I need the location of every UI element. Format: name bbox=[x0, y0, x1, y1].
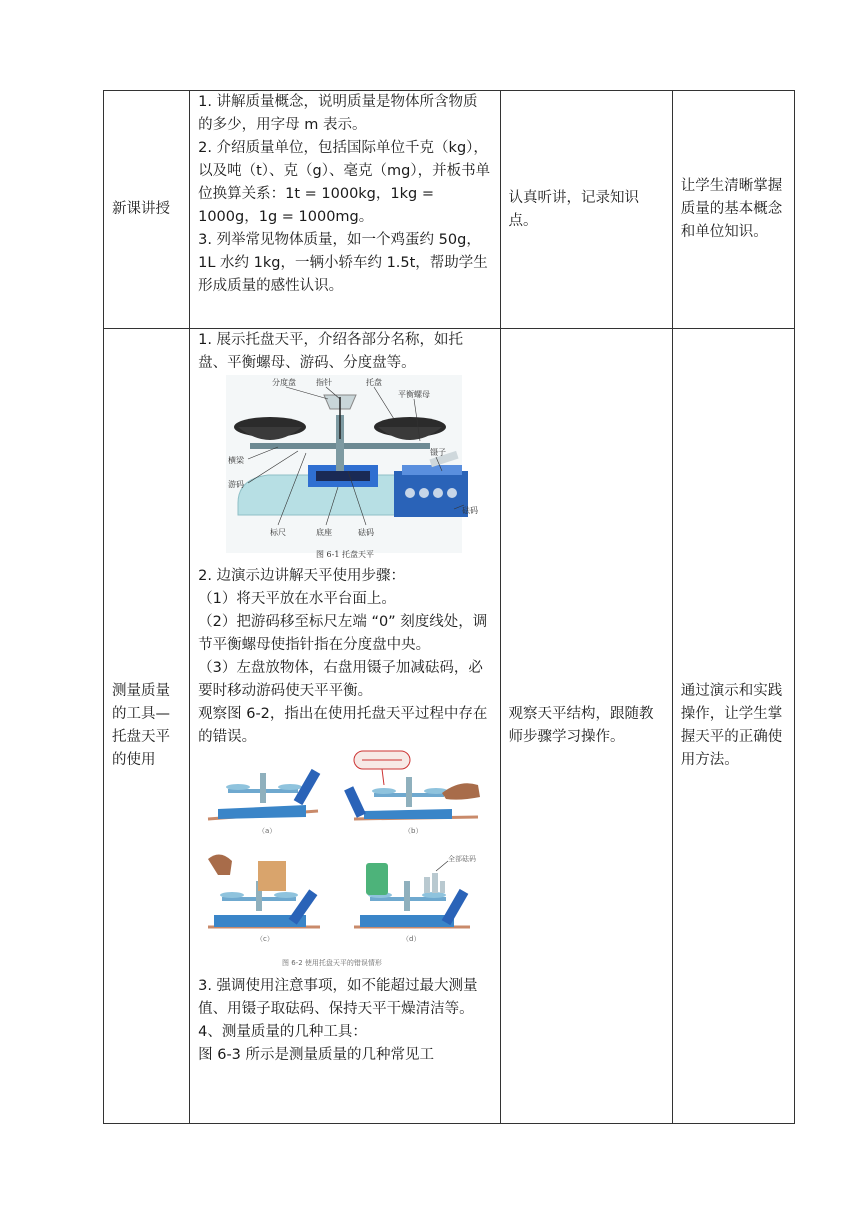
error-case-b bbox=[344, 751, 480, 835]
figure-caption: 图 6-1 托盘天平 bbox=[316, 550, 375, 559]
figure-label: 砝码 bbox=[358, 528, 375, 537]
content-paragraph: 2. 介绍质量单位，包括国际单位千克（kg），以及吨（t）、克（g）、毫克（mg），并板书单位换算关系：1t = 1000kg，1kg = 1000g，1g = 1000mg。 bbox=[198, 140, 491, 225]
figure-label: 镊子 bbox=[430, 448, 447, 457]
content-paragraph: 3. 列举常见物体质量，如一个鸡蛋约 50g，1L 水约 1kg，一辆小轿车约 1.5t，帮助学生形成质量的感性认识。 bbox=[198, 232, 488, 294]
error-case-a bbox=[208, 769, 320, 835]
content-paragraph: （2）把游码移至标尺左端 “0” 刻度线处，调节平衡螺母使指针指在分度盘中央。 bbox=[198, 614, 488, 653]
stage-cell bbox=[104, 329, 190, 1124]
content-paragraph: 4、测量质量的几种工具： bbox=[198, 1024, 367, 1040]
stage-label: 新课讲授 bbox=[112, 201, 170, 217]
table-row bbox=[104, 329, 795, 1124]
figure-label: 标尺 bbox=[270, 528, 287, 537]
figure-label: 平衡螺母 bbox=[398, 390, 431, 399]
design-intent-text: 让学生清晰掌握质量的基本概念和单位知识。 bbox=[680, 178, 783, 240]
design-intent-cell bbox=[672, 329, 794, 1124]
subfigure-caption: （d） bbox=[402, 935, 421, 943]
figure-caption: 图 6-2 使用托盘天平的错误情形 bbox=[282, 959, 382, 967]
content-cell bbox=[190, 91, 500, 329]
subfigure-caption: （c） bbox=[256, 935, 274, 943]
subfigure-caption: （a） bbox=[258, 827, 277, 835]
design-intent-text: 通过演示和实践操作，让学生掌握天平的正确使用方法。 bbox=[680, 683, 783, 768]
student-activity-text: 认真听讲，记录知识点。 bbox=[508, 189, 640, 229]
content-paragraph: 3. 强调使用注意事项，如不能超过最大测量值、用镊子取砝码、保持天平干燥清洁等。 bbox=[198, 978, 478, 1017]
figure-label: 横梁 bbox=[228, 456, 245, 465]
error-case-c bbox=[208, 854, 320, 943]
figure-label: 砝码 bbox=[462, 506, 479, 515]
content-paragraph: 1. 展示托盘天平，介绍各部分名称，如托盘、平衡螺母、游码、分度盘等。 bbox=[198, 332, 464, 371]
content-cell bbox=[190, 329, 500, 1124]
figure-note: 全部砝码 bbox=[448, 855, 477, 863]
stage-label: 测量质量的工具—托盘天平的使用 bbox=[112, 683, 170, 768]
figure-label: 游码 bbox=[228, 480, 245, 489]
balance-errors-figure bbox=[198, 749, 492, 975]
content-paragraph: 图 6-3 所示是测量质量的几种常见工 bbox=[198, 1047, 435, 1063]
content-paragraph: （3）左盘放物体，右盘用镊子加减砝码，必要时移动游码使天平平衡。 bbox=[198, 660, 483, 699]
error-case-d bbox=[354, 854, 476, 943]
figure-label: 托盘 bbox=[366, 378, 383, 387]
student-activity-text: 观察天平结构，跟随教师步骤学习操作。 bbox=[508, 706, 654, 745]
design-intent-cell bbox=[672, 91, 794, 329]
subfigure-caption: （b） bbox=[404, 827, 423, 835]
content-paragraph: 2. 边演示边讲解天平使用步骤： bbox=[198, 568, 406, 584]
figure-label: 指针 bbox=[316, 378, 333, 387]
student-activity-cell bbox=[500, 91, 672, 329]
table-row bbox=[104, 91, 795, 329]
stage-cell bbox=[104, 91, 190, 329]
balance-figure bbox=[198, 375, 492, 565]
lesson-plan-table bbox=[103, 90, 795, 1124]
figure-label: 底座 bbox=[316, 528, 333, 537]
content-paragraph: 1. 讲解质量概念，说明质量是物体所含物质的多少，用字母 m 表示。 bbox=[198, 94, 478, 133]
content-paragraph: （1）将天平放在水平台面上。 bbox=[198, 591, 396, 607]
figure-label: 分度盘 bbox=[272, 378, 297, 387]
student-activity-cell bbox=[500, 329, 672, 1124]
content-paragraph: 观察图 6-2，指出在使用托盘天平过程中存在的错误。 bbox=[198, 706, 488, 745]
